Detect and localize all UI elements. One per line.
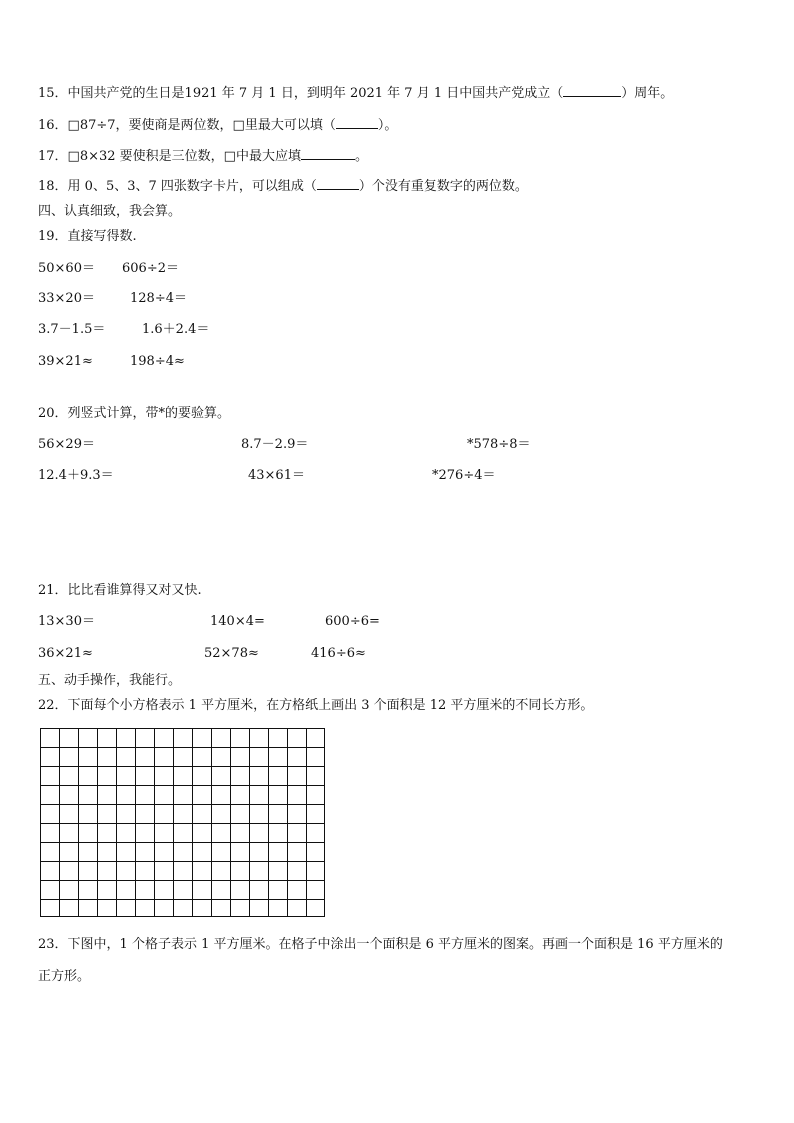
calc-item: 3.7－1.5＝ bbox=[38, 322, 106, 337]
calc-item: 36×21≈ bbox=[38, 646, 93, 661]
section-5-heading: 五、动手操作，我能行。 bbox=[38, 673, 182, 688]
section-4-heading: 四、认真细致，我会算。 bbox=[38, 204, 182, 219]
calc-item: 416÷6≈ bbox=[311, 646, 366, 661]
question-20-title: 20．列竖式计算，带*的要验算。 bbox=[38, 406, 231, 421]
calc-item: 33×20＝ bbox=[38, 291, 95, 306]
question-17-text: 17．□8×32 要使积是三位数，□中最大应填 bbox=[38, 149, 301, 164]
calc-item: 1.6＋2.4＝ bbox=[142, 322, 210, 337]
question-16 bbox=[38, 116, 397, 134]
question-18-text: 18．用 0、5、3、7 四张数字卡片，可以组成（ bbox=[38, 179, 317, 194]
question-15-suffix: ）周年。 bbox=[621, 86, 674, 101]
question-16-text: 16．□87÷7，要使商是两位数，□里最大可以填（ bbox=[38, 118, 336, 133]
question-15-text: 15．中国共产党的生日是1921 年 7 月 1 日，到明年 2021 年 7 月 1 日中国共产党成立（ bbox=[38, 86, 564, 101]
question-18 bbox=[38, 177, 528, 195]
calc-item: 43×61＝ bbox=[248, 468, 305, 483]
calc-item: 52×78≈ bbox=[204, 646, 259, 661]
question-19-title: 19．直接写得数. bbox=[38, 229, 137, 244]
calc-item: 600÷6= bbox=[325, 614, 380, 629]
calc-item: 39×21≈ bbox=[38, 354, 93, 369]
calc-item: 50×60＝ bbox=[38, 261, 95, 276]
calc-item: 128÷4＝ bbox=[130, 291, 187, 306]
question-17 bbox=[38, 147, 368, 165]
answer-blank[interactable] bbox=[317, 177, 359, 190]
calc-item: *578÷8＝ bbox=[467, 437, 531, 452]
square-grid-paper[interactable] bbox=[40, 728, 325, 917]
question-22-text: 22．下面每个小方格表示 1 平方厘米，在方格纸上画出 3 个面积是 12 平方厘米的不同长方形。 bbox=[38, 698, 594, 713]
calc-item: 12.4＋9.3＝ bbox=[38, 468, 114, 483]
question-17-suffix: 。 bbox=[354, 149, 368, 164]
question-15 bbox=[38, 84, 673, 102]
calc-item: 13×30＝ bbox=[38, 614, 95, 629]
question-23-line2: 正方形。 bbox=[38, 969, 91, 984]
answer-blank[interactable] bbox=[301, 147, 355, 160]
calc-item: 198÷4≈ bbox=[130, 354, 185, 369]
calc-item: *276÷4＝ bbox=[432, 468, 496, 483]
calc-item: 56×29＝ bbox=[38, 437, 95, 452]
calc-item: 140×4= bbox=[210, 614, 265, 629]
question-16-suffix: ）。 bbox=[377, 118, 398, 133]
answer-blank[interactable] bbox=[563, 84, 621, 97]
answer-blank[interactable] bbox=[336, 116, 378, 129]
calc-item: 8.7－2.9＝ bbox=[241, 437, 309, 452]
question-21-title: 21．比比看谁算得又对又快. bbox=[38, 583, 202, 598]
question-23-line1: 23．下图中，1 个格子表示 1 平方厘米。在格子中涂出一个面积是 6 平方厘米的图案。再画一个面积是 16 平方厘米的 bbox=[38, 937, 723, 952]
question-18-suffix: ）个没有重复数字的两位数。 bbox=[358, 179, 528, 194]
calc-item: 606÷2＝ bbox=[122, 261, 179, 276]
